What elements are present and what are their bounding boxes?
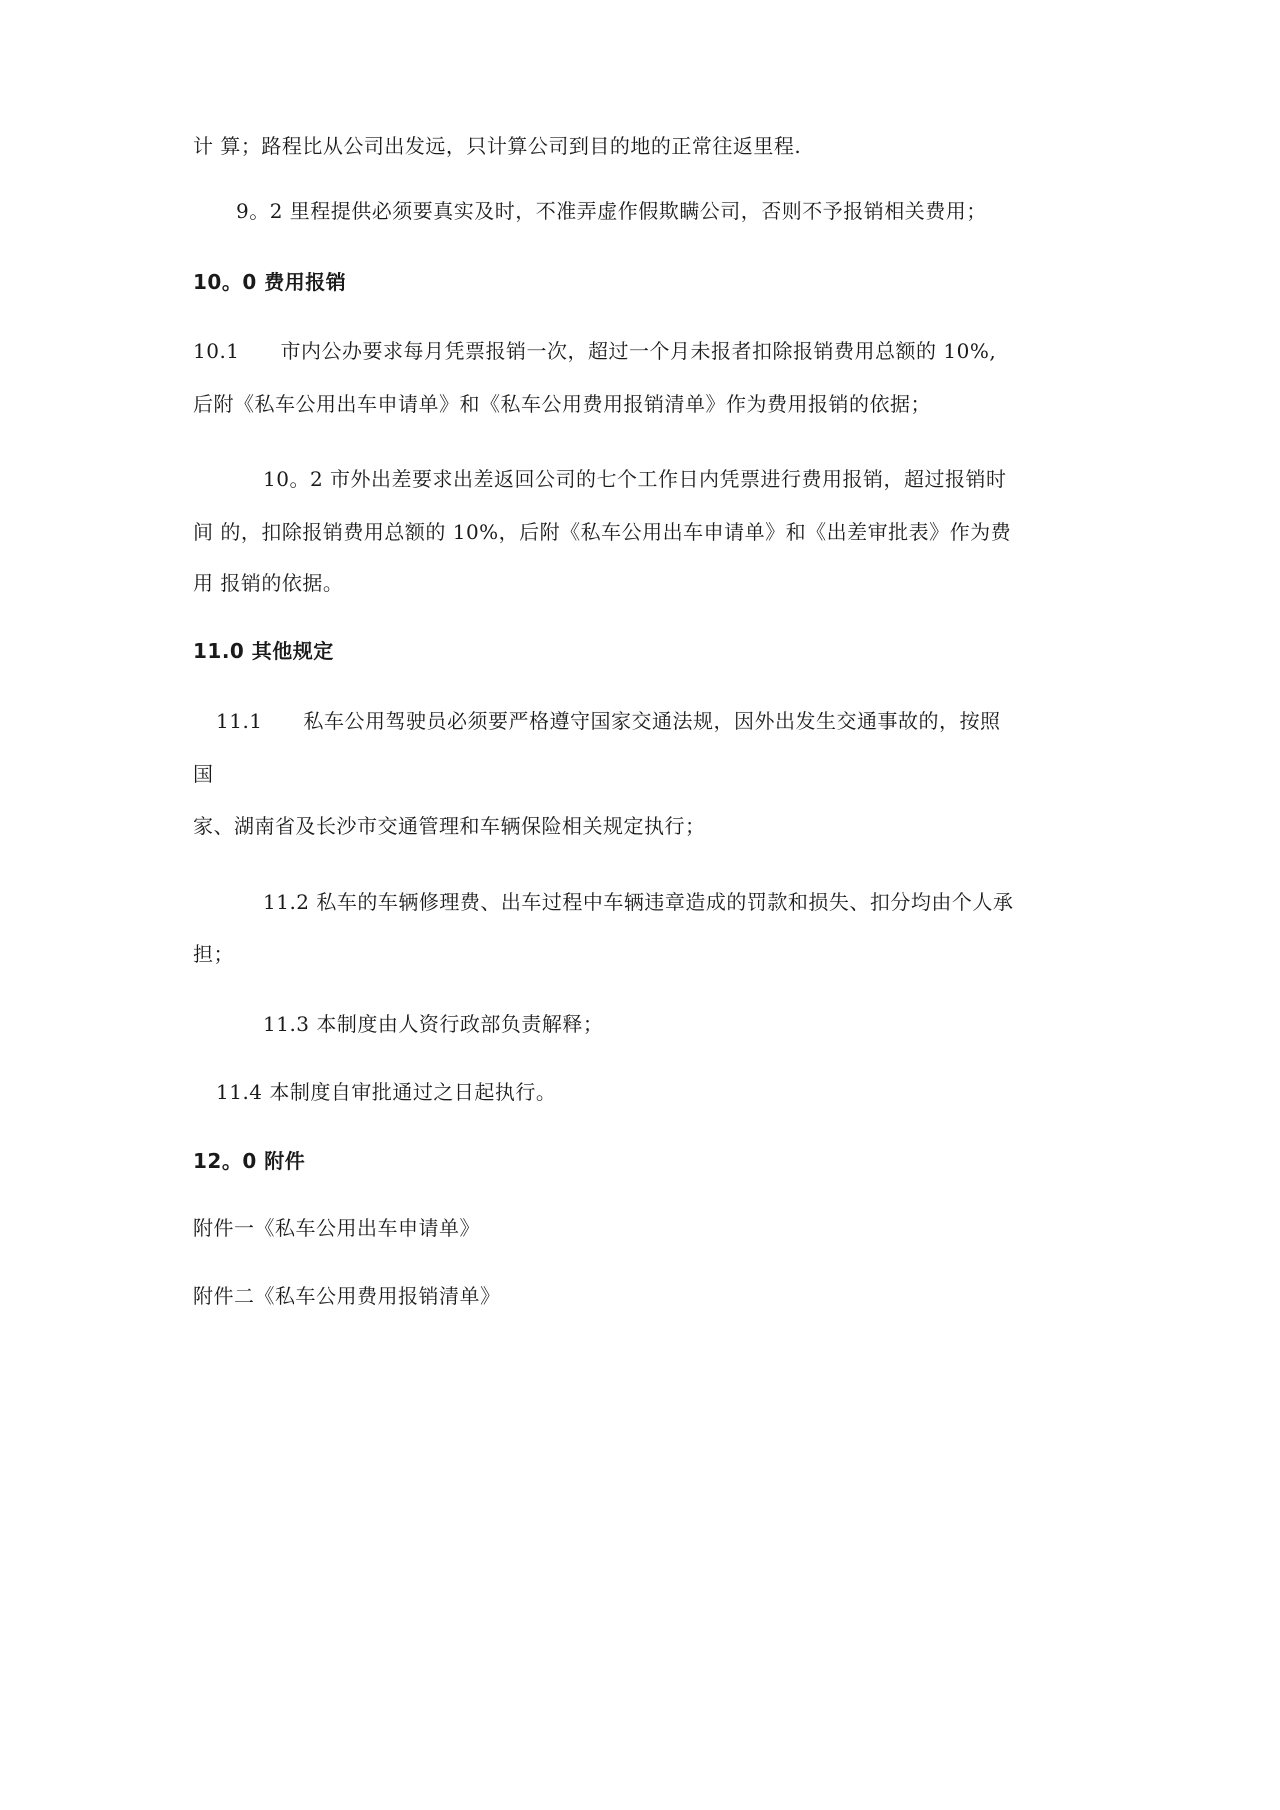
clause-11-2: 11.2 私车的车辆修理费、出车过程中车辆违章造成的罚款和损失、扣分均由个人承 [263, 890, 1014, 914]
clause-11-3: 11.3 本制度由人资行政部负责解释； [263, 1012, 604, 1036]
paragraph-line: 国 [193, 762, 214, 786]
clause-9-2: 9。2 里程提供必须要真实及时，不准弄虚作假欺瞒公司，否则不予报销相关费用； [236, 199, 987, 223]
paragraph-line: 间 的，扣除报销费用总额的 10%，后附《私车公用出车申请单》和《出差审批表》作为费 [193, 520, 1012, 544]
attachment-1: 附件一《私车公用出车申请单》 [193, 1216, 480, 1240]
paragraph-line: 后附《私车公用出车申请单》和《私车公用费用报销清单》作为费用报销的依据； [193, 392, 931, 416]
section-heading-11: 11.0 其他规定 [193, 639, 334, 663]
clause-11-4: 11.4 本制度自审批通过之日起执行。 [216, 1080, 557, 1104]
clause-10-1: 10.1 市内公办要求每月凭票报销一次，超过一个月未报者扣除报销费用总额的 10%, [193, 339, 997, 363]
paragraph-line: 用 报销的依据。 [193, 571, 344, 595]
paragraph-line: 计 算；路程比从公司出发远，只计算公司到目的地的正常往返里程. [193, 134, 802, 158]
paragraph-line: 担； [193, 942, 234, 966]
section-heading-12: 12。0 附件 [193, 1149, 306, 1173]
section-heading-10: 10。0 费用报销 [193, 270, 347, 294]
attachment-2: 附件二《私车公用费用报销清单》 [193, 1284, 501, 1308]
clause-10-2: 10。2 市外出差要求出差返回公司的七个工作日内凭票进行费用报销，超过报销时 [263, 467, 1007, 491]
clause-11-1: 11.1 私车公用驾驶员必须要严格遵守国家交通法规，因外出发生交通事故的，按照 [216, 709, 1001, 733]
paragraph-line: 家、湖南省及长沙市交通管理和车辆保险相关规定执行； [193, 814, 706, 838]
